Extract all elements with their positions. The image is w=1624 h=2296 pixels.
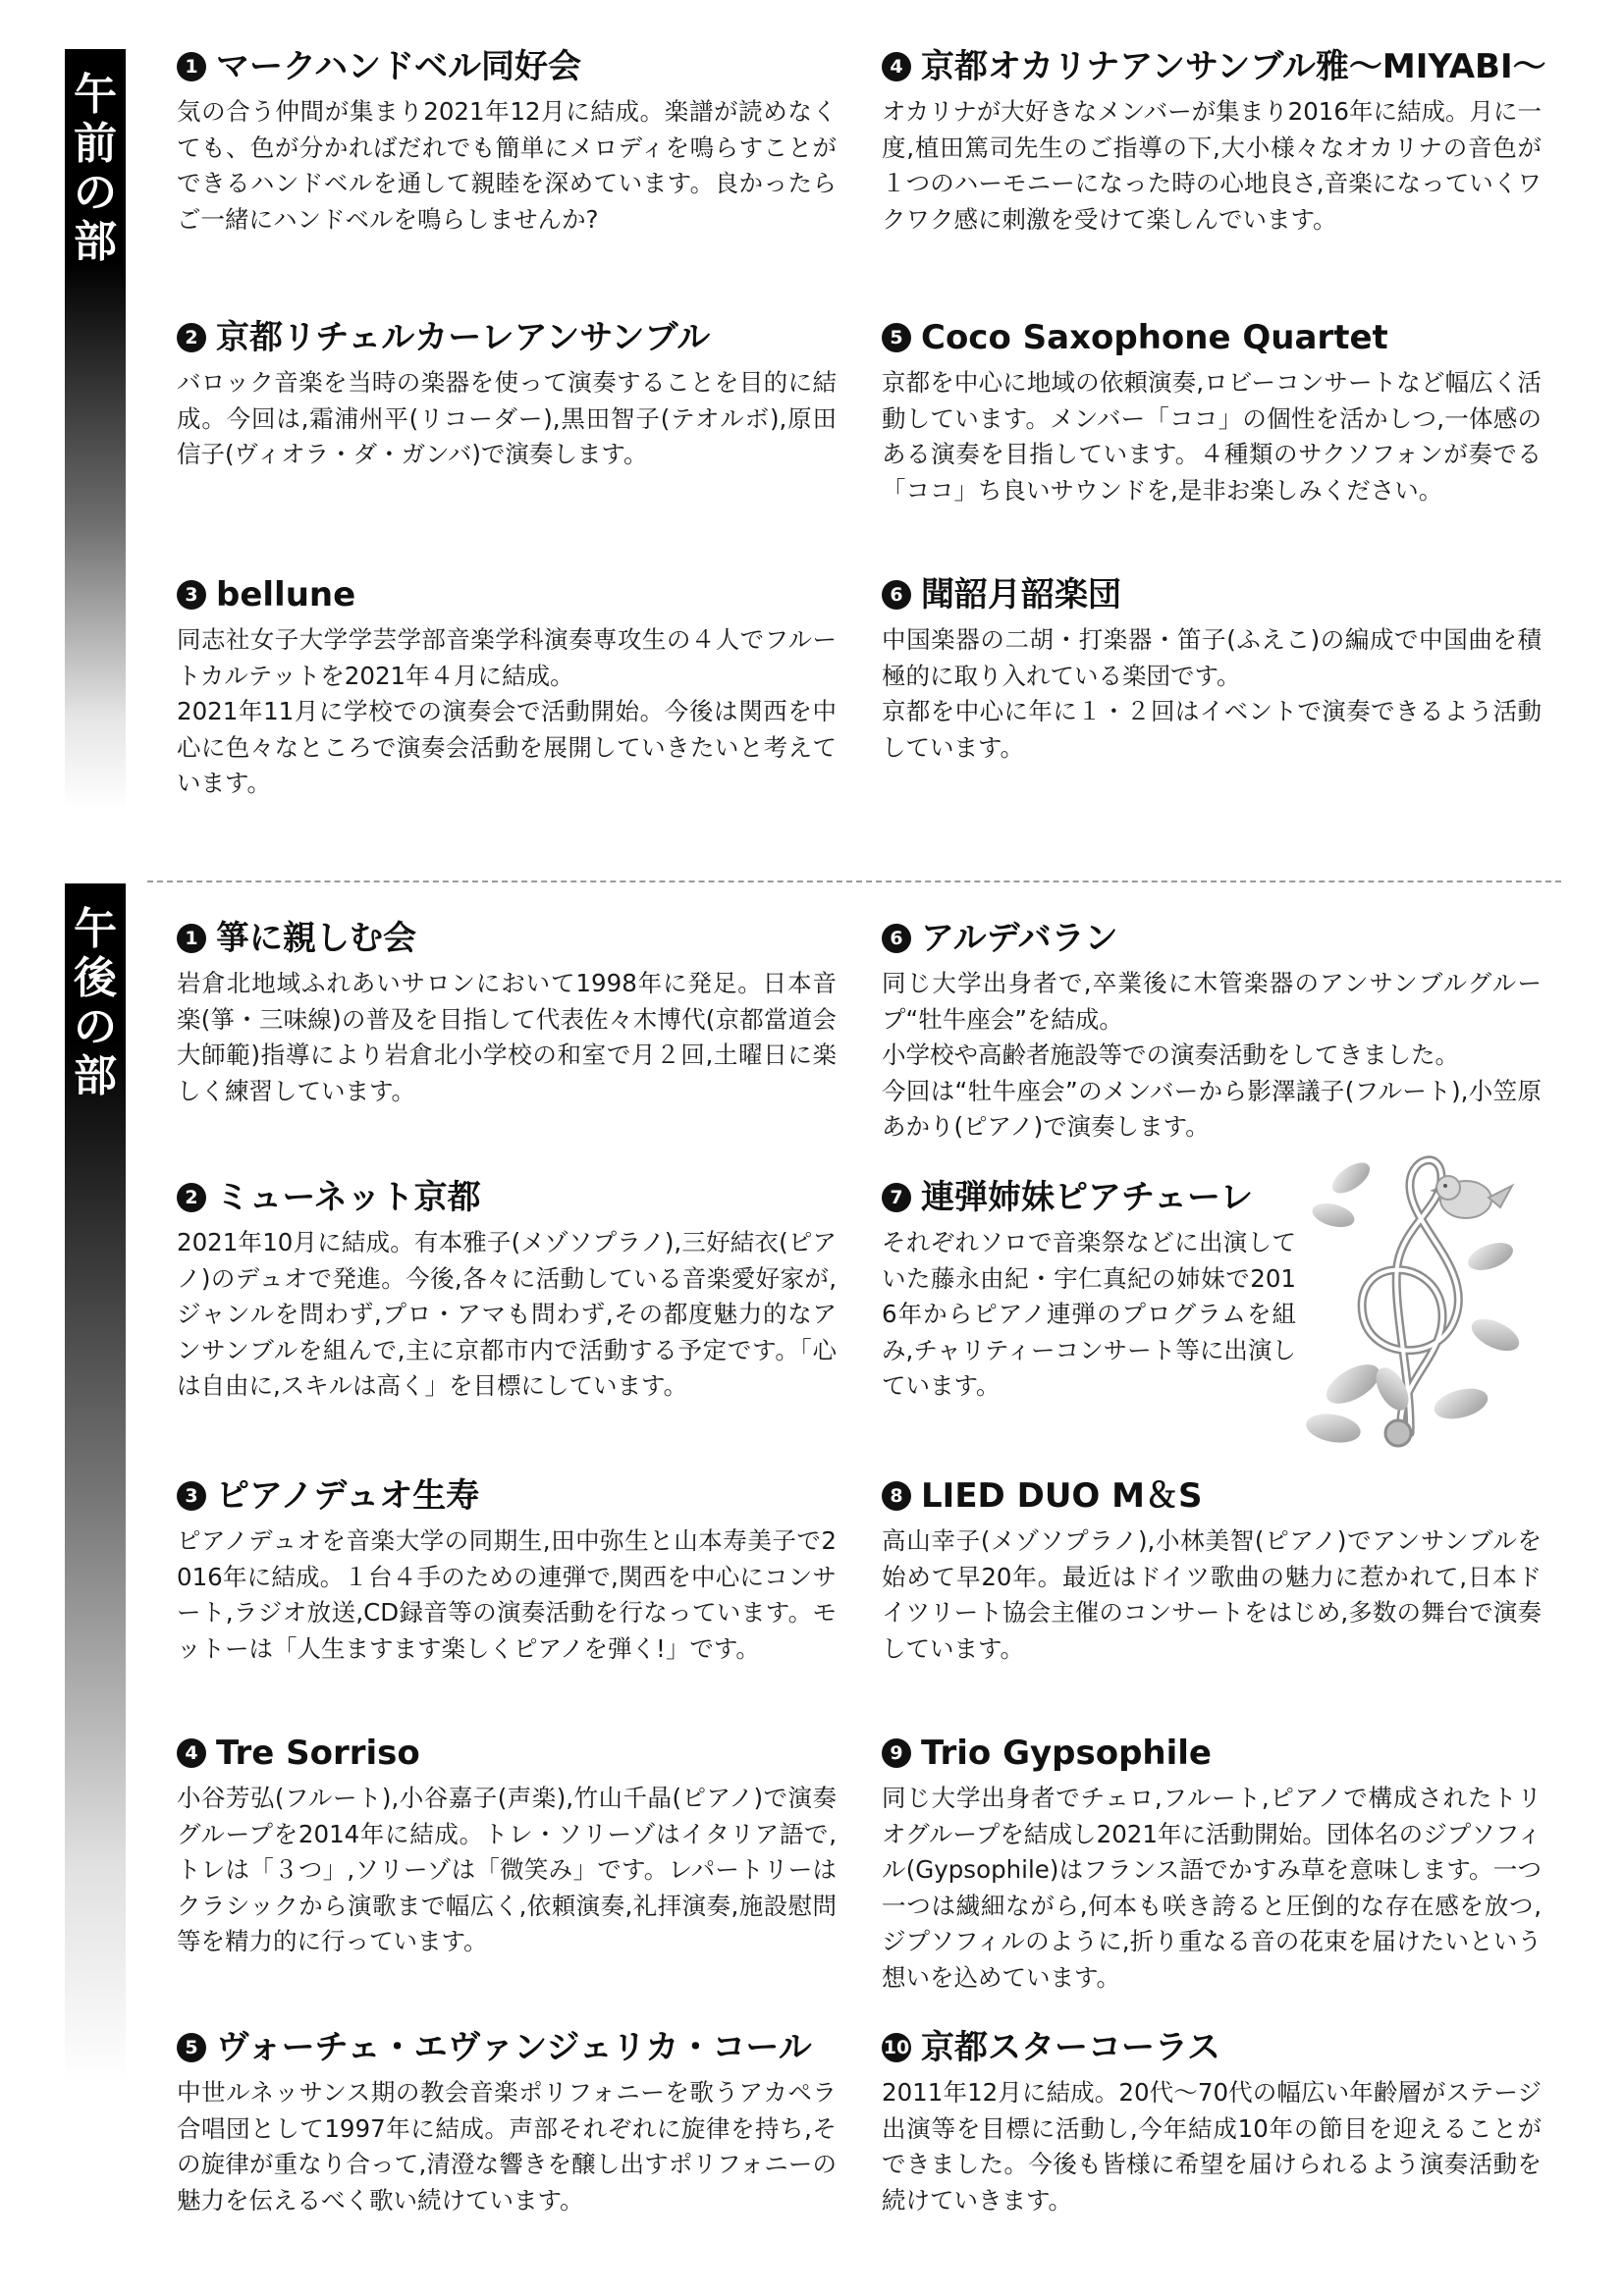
entry-title: 8 LIED DUO M＆S <box>882 1474 1542 1518</box>
entry-title: 5 Coco Saxophone Quartet <box>882 316 1542 359</box>
entry-description: 京都を中心に地域の依頼演奏,ロビーコンサートなど幅広く活動しています。メンバー「ココ」の個性を活かしつ,一体感のある演奏を目指しています。４種類のサクソフォンが奏でる「ココ」ち良いサウンドを,是非お楽しみください。 <box>882 368 1542 505</box>
afternoon-entry-2 <box>177 1176 837 1405</box>
afternoon-entry-3 <box>177 1474 837 1667</box>
entry-number-badge: 3 <box>177 580 206 610</box>
entry-number-badge: 4 <box>882 52 911 81</box>
entry-description: 中国楽器の二胡・打楽器・笛子(ふえこ)の編成で中国曲を積極的に取り入れている楽団です。 京都を中心に年に１・２回はイベントで演奏できるよう活動しています。 <box>882 625 1542 762</box>
entry-description: 同じ大学出身者で,卒業後に木管楽器のアンサンブルグループ“牡牛座会”を結成。 小学校や高齢者施設等での演奏活動をしてきました。 今回は“牡牛座会”のメンバーから影澤議子(フルート),小笠原あかり(ピアノ)で演奏します。 <box>882 969 1542 1141</box>
afternoon-entry-5 <box>177 2026 837 2218</box>
entry-title: 6 アルデバラン <box>882 917 1542 960</box>
entry-description: 同志社女子大学学芸学部音楽学科演奏専攻生の４人でフルートカルテットを2021年４月に結成。 2021年11月に学校での演奏会で活動開始。今後は関西を中心に色々なところで演奏会活動を展開していきたいと考えています。 <box>177 625 837 797</box>
entry-number-badge: 9 <box>882 1738 911 1768</box>
afternoon-entry-10 <box>882 2026 1542 2218</box>
entry-number-badge: 6 <box>882 924 911 953</box>
afternoon-session-bar <box>65 883 126 2189</box>
afternoon-entry-1 <box>177 917 837 1109</box>
entry-description: 2021年10月に結成。有本雅子(メゾソプラノ),三好結衣(ピアノ)のデュオで発進。今後,各々に活動している音楽愛好家が,ジャンルを問わず,プロ・アマも問わず,その都度魅力的なアンサンブルを組んで,主に京都市内で活動する予定です。「心は自由に,スキルは高く」を目標にしています。 <box>177 1228 837 1400</box>
entry-description: 岩倉北地域ふれあいサロンにおいて1998年に発足。日本音楽(箏・三味線)の普及を目指して代表佐々木博代(京都當道会大師範)指導により岩倉北小学校の和室で月２回,土曜日に楽しく練習しています。 <box>177 969 837 1105</box>
entry-description: オカリナが大好きなメンバーが集まり2016年に結成。月に一度,植田篤司先生のご指導の下,大小様々なオカリナの音色が１つのハーモニーになった時の心地良さ,音楽になっていくワクワク感に刺激を受けて楽しんでいます。 <box>882 97 1542 234</box>
morning-entry-3 <box>177 573 837 802</box>
entry-number-badge: 5 <box>177 2033 206 2062</box>
morning-entry-5 <box>882 316 1542 508</box>
entry-title: 3 ピアノデュオ生寿 <box>177 1474 837 1518</box>
entry-title: 3 bellune <box>177 573 837 616</box>
entry-number-badge: 1 <box>177 924 206 953</box>
entry-number-badge: 2 <box>177 323 206 352</box>
entry-number-badge: 3 <box>177 1481 206 1511</box>
entry-number-badge: 2 <box>177 1183 206 1212</box>
entry-description: バロック音楽を当時の楽器を使って演奏することを目的に結成。今回は,霜浦州平(リコーダー),黒田智子(テオルボ),原田信子(ヴィオラ・ダ・ガンバ)で演奏します。 <box>177 368 837 468</box>
afternoon-session-label: 午 後 の 部 <box>74 904 117 1101</box>
morning-entry-6 <box>882 573 1542 766</box>
morning-entry-1 <box>177 45 837 238</box>
entry-title: 2 ミューネット京都 <box>177 1176 837 1219</box>
entry-title: 9 Trio Gypsophile <box>882 1732 1542 1775</box>
entry-description: 気の合う仲間が集まり2021年12月に結成。楽譜が読めなくても、色が分かればだれでも簡単にメロディを鳴らすことができるハンドベルを通して親睦を深めています。良かったらご一緒にハンドベルを鳴らしませんか? <box>177 97 837 234</box>
entry-number-badge: 8 <box>882 1481 911 1511</box>
entry-description: それぞれソロで音楽祭などに出演していた藤永由紀・宇仁真紀の姉妹で2016年からピアノ連弾のプログラムを組み,チャリティーコンサート等に出演しています。 <box>882 1228 1296 1400</box>
entry-title: 1 箏に親しむ会 <box>177 917 837 960</box>
entry-title: 7 連弾姉妹ピアチェーレ <box>882 1176 1296 1219</box>
morning-entry-4 <box>882 45 1546 238</box>
afternoon-entry-9 <box>882 1732 1542 1996</box>
entry-title: 4 Tre Sorriso <box>177 1732 837 1775</box>
treble-clef-with-leaves-and-bird-icon <box>1294 1139 1540 1463</box>
entry-description: 2011年12月に結成。20代～70代の幅広い年齢層がステージ出演等を目標に活動し,今年結成10年の節目を迎えることができました。今後も皆様に希望を届けられるよう演奏活動を続けていきます。 <box>882 2078 1542 2215</box>
afternoon-entry-4 <box>177 1732 837 1960</box>
section-divider <box>147 881 1561 882</box>
entry-number-badge: 7 <box>882 1183 911 1212</box>
entry-number-badge: 5 <box>882 323 911 352</box>
entry-number-badge: 10 <box>882 2033 911 2062</box>
afternoon-entry-6 <box>882 917 1542 1146</box>
entry-number-badge: 6 <box>882 580 911 610</box>
entry-title: 2 京都リチェルカーレアンサンブル <box>177 316 837 359</box>
afternoon-entry-7 <box>882 1176 1296 1405</box>
entry-number-badge: 4 <box>177 1738 206 1768</box>
entry-description: 高山幸子(メゾソプラノ),小林美智(ピアノ)でアンサンブルを始めて早20年。最近はドイツ歌曲の魅力に惹かれて,日本ドイツリート協会主催のコンサートをはじめ,多数の舞台で演奏しています。 <box>882 1526 1542 1663</box>
entry-title: 5 ヴォーチェ・エヴァンジェリカ・コール <box>177 2026 837 2069</box>
entry-title: 10 京都スターコーラス <box>883 2028 1220 2067</box>
morning-session-bar <box>65 49 126 810</box>
entry-description: 同じ大学出身者でチェロ,フルート,ピアノで構成されたトリオグループを結成し2021年に活動開始。団体名のジプソフィル(Gypsophile)はフランス語でかすみ草を意味します。一つ一つは繊細ながら,何本も咲き誇ると圧倒的な存在感を放つ,ジプソフィルのように,折り重なる音の花束を届けたいという想いを込めています。 <box>882 1784 1542 1992</box>
morning-entry-2 <box>177 316 837 473</box>
entry-description: 小谷芳弘(フルート),小谷嘉子(声楽),竹山千晶(ピアノ)で演奏グループを2014年に結成。トレ・ソリーゾはイタリア語で,トレは「３つ」,ソリーゾは「微笑み」です。レパートリーはクラシックから演歌まで幅広く,依頼演奏,礼拝演奏,施設慰問等を精力的に行っています。 <box>177 1784 837 1955</box>
afternoon-entry-8 <box>882 1474 1542 1667</box>
entry-title: 4 京都オカリナアンサンブル雅～MIYABI～ <box>882 45 1542 88</box>
entry-description: ピアノデュオを音楽大学の同期生,田中弥生と山本寿美子で2016年に結成。１台４手のための連弾で,関西を中心にコンサート,ラジオ放送,CD録音等の演奏活動を行なっています。モットーは「人生ますます楽しくピアノを弾く!」です。 <box>177 1526 837 1663</box>
entry-title: 6 聞韶月韶楽団 <box>882 573 1542 616</box>
entry-title: 1 マークハンドベル同好会 <box>177 45 837 88</box>
morning-session-label: 午 前 の 部 <box>74 70 117 267</box>
entry-description: 中世ルネッサンス期の教会音楽ポリフォニーを歌うアカペラ合唱団として1997年に結成。声部それぞれに旋律を持ち,その旋律が重なり合って,清澄な響きを醸し出すポリフォニーの魅力を伝えるべく歌い続けています。 <box>177 2078 837 2215</box>
entry-number-badge: 1 <box>177 52 206 81</box>
